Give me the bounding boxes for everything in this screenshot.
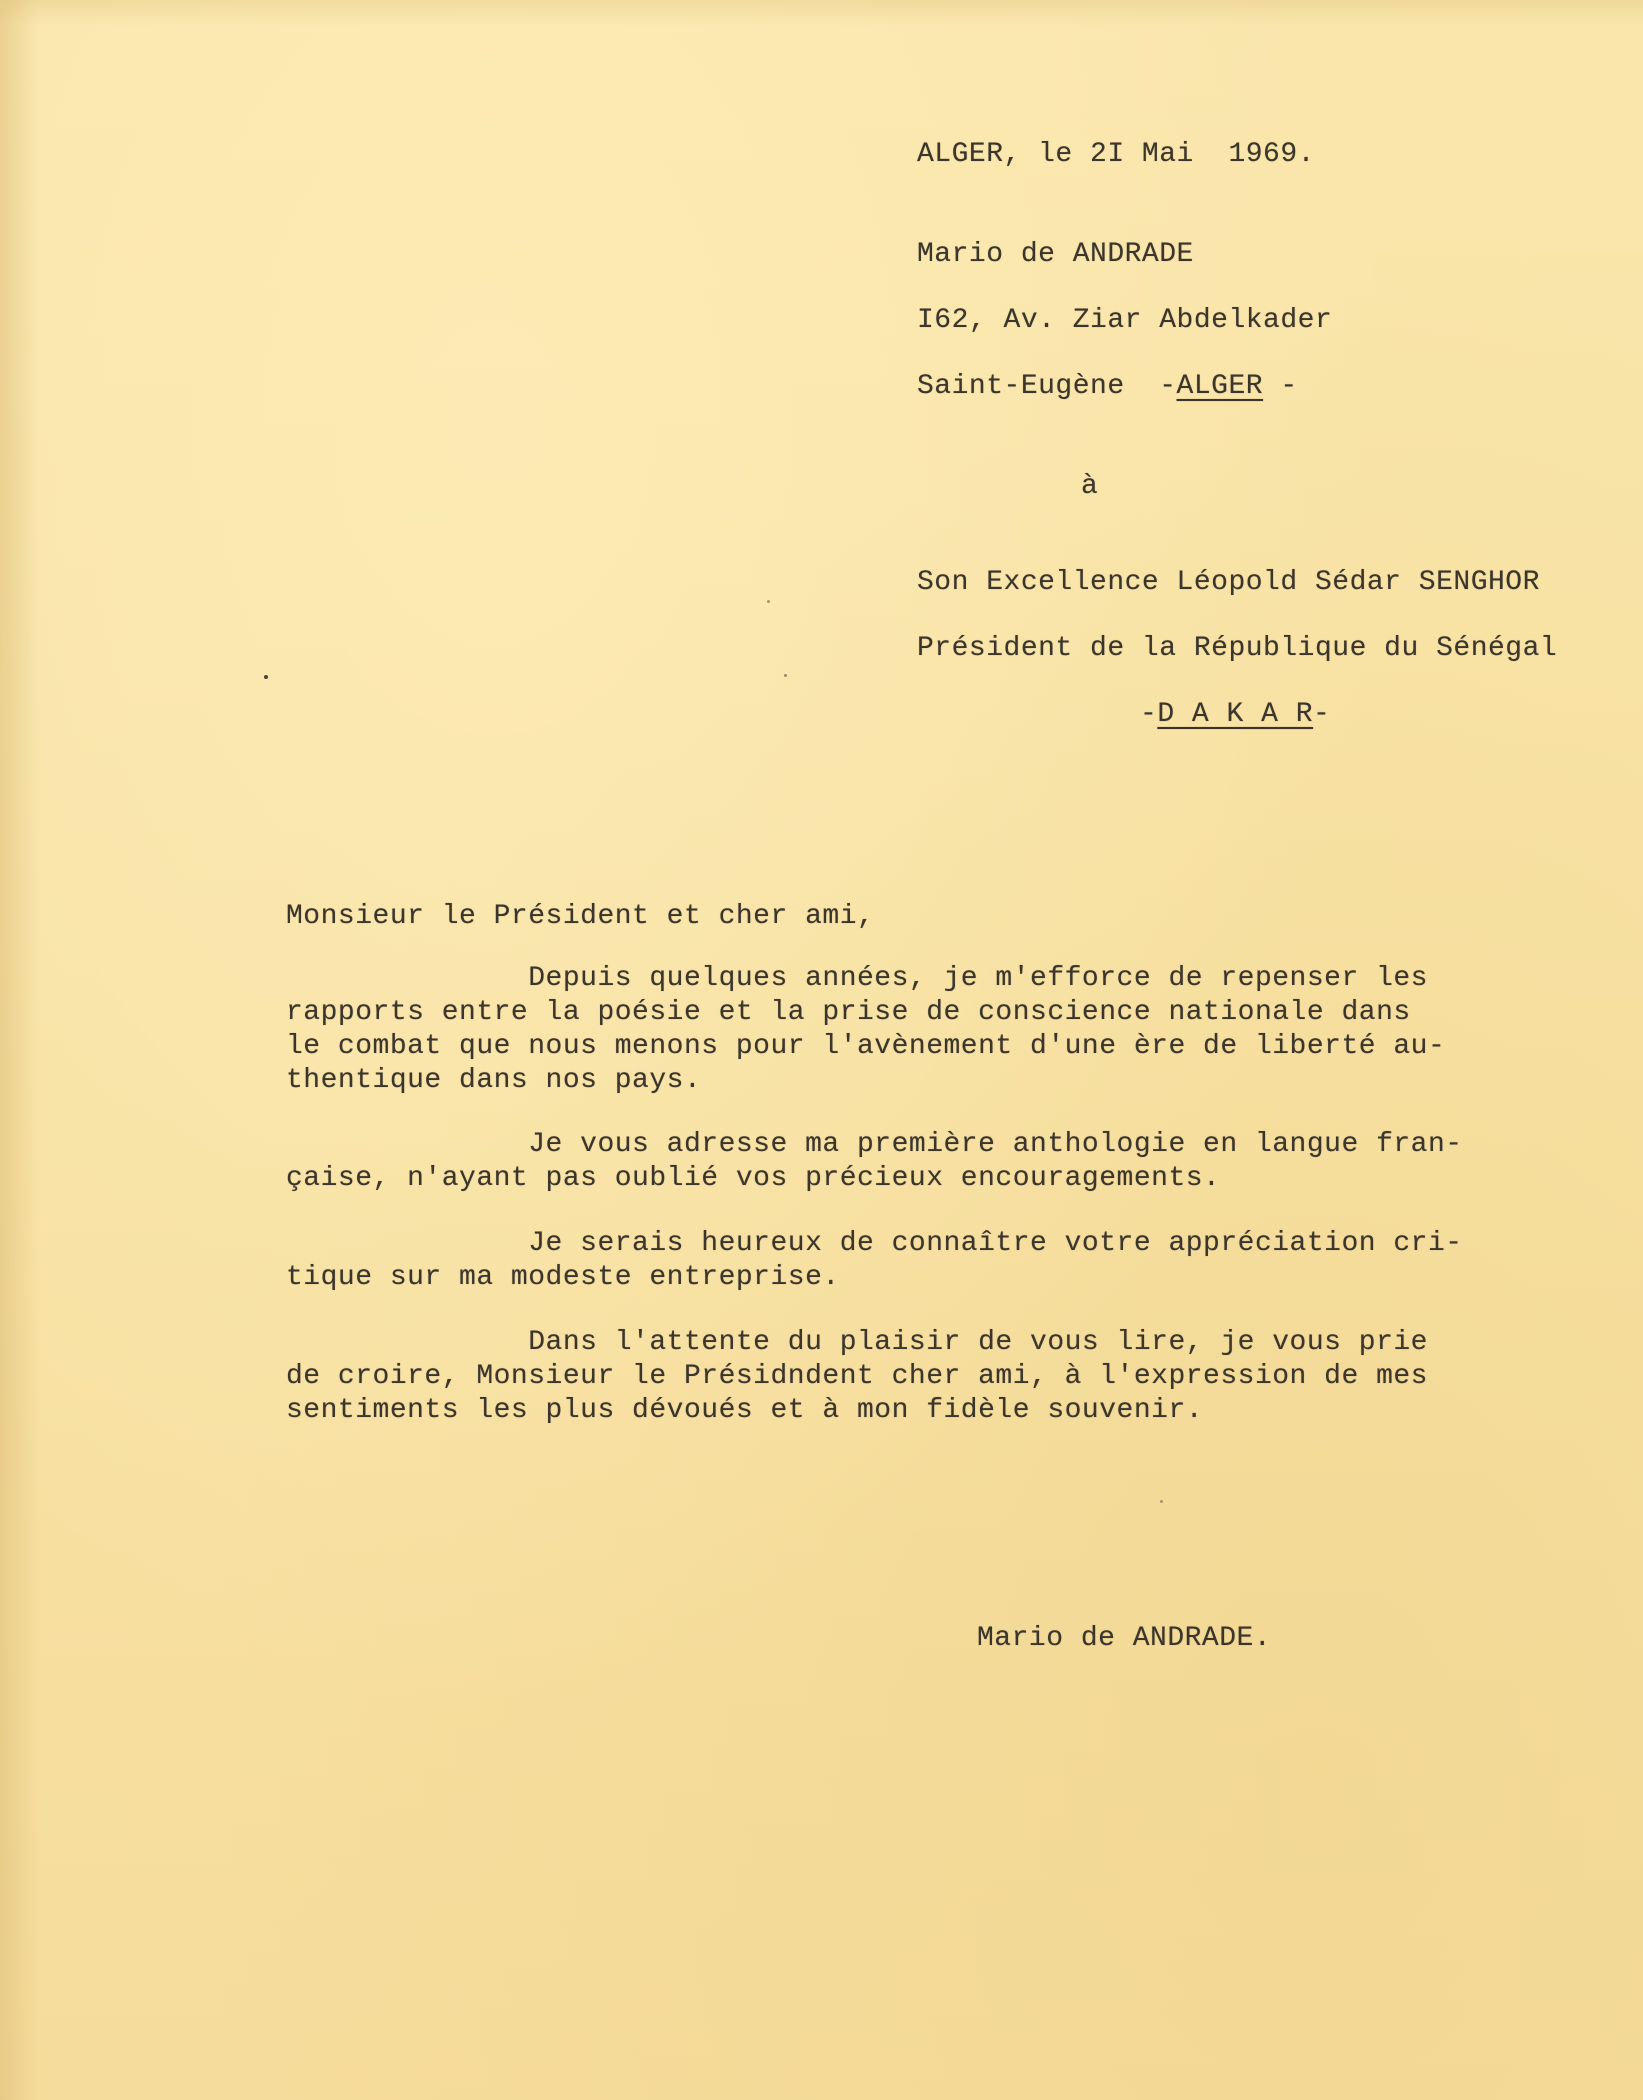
paragraph-4-line-2: de croire, Monsieur le Présidndent cher ami, à l'expression de mes (286, 1361, 1428, 1392)
paragraph-2-line-1: Je vous adresse ma première anthologie en langue fran- (286, 1129, 1463, 1160)
signature: Mario de ANDRADE. (977, 1623, 1272, 1654)
salutation: Monsieur le Président et cher ami, (286, 901, 875, 932)
paragraph-3-line-2: tique sur ma modeste entreprise. (286, 1262, 840, 1293)
paper-speck (264, 675, 268, 679)
paragraph-1-line-2: rapports entre la poésie et la prise de conscience nationale dans (286, 997, 1411, 1028)
paper-speck (1160, 1500, 1163, 1503)
paragraph-4-line-1: Dans l'attente du plaisir de vous lire, je vous prie (286, 1327, 1428, 1358)
recipient-city: D A K A R (1157, 699, 1314, 730)
sender-address-city-line (917, 370, 1298, 404)
letter-date: ALGER, le 2I Mai 1969. (917, 139, 1315, 170)
sender-city-suffix: - (1263, 371, 1298, 402)
paragraph-4-line-3: sentiments les plus dévoués et à mon fidèle souvenir. (286, 1395, 1204, 1426)
sender-city: ALGER (1176, 371, 1264, 402)
paragraph-3-line-1: Je serais heureux de connaître votre appréciation cri- (286, 1228, 1463, 1259)
to-word: à (1081, 471, 1099, 502)
recipient-title: Son Excellence Léopold Sédar SENGHOR (917, 567, 1540, 598)
sender-address-district: Saint-Eugène - (917, 371, 1177, 402)
recipient-office: Président de la République du Sénégal (917, 633, 1558, 664)
recipient-city-prefix: - (1140, 699, 1158, 730)
recipient-city-suffix: - (1313, 699, 1331, 730)
recipient-city-line (1140, 698, 1330, 732)
paragraph-1-line-4: thentique dans nos pays. (286, 1065, 702, 1096)
sender-name: Mario de ANDRADE (917, 239, 1194, 270)
paper-speck (784, 674, 787, 677)
paper-speck (767, 600, 770, 603)
paragraph-1-line-3: le combat que nous menons pour l'avènement d'une ère de liberté au- (286, 1031, 1446, 1062)
paragraph-1-line-1: Depuis quelques années, je m'efforce de repenser les (286, 963, 1428, 994)
sender-address-street: I62, Av. Ziar Abdelkader (917, 305, 1333, 336)
paragraph-2-line-2: çaise, n'ayant pas oublié vos précieux encouragements. (286, 1163, 1221, 1194)
